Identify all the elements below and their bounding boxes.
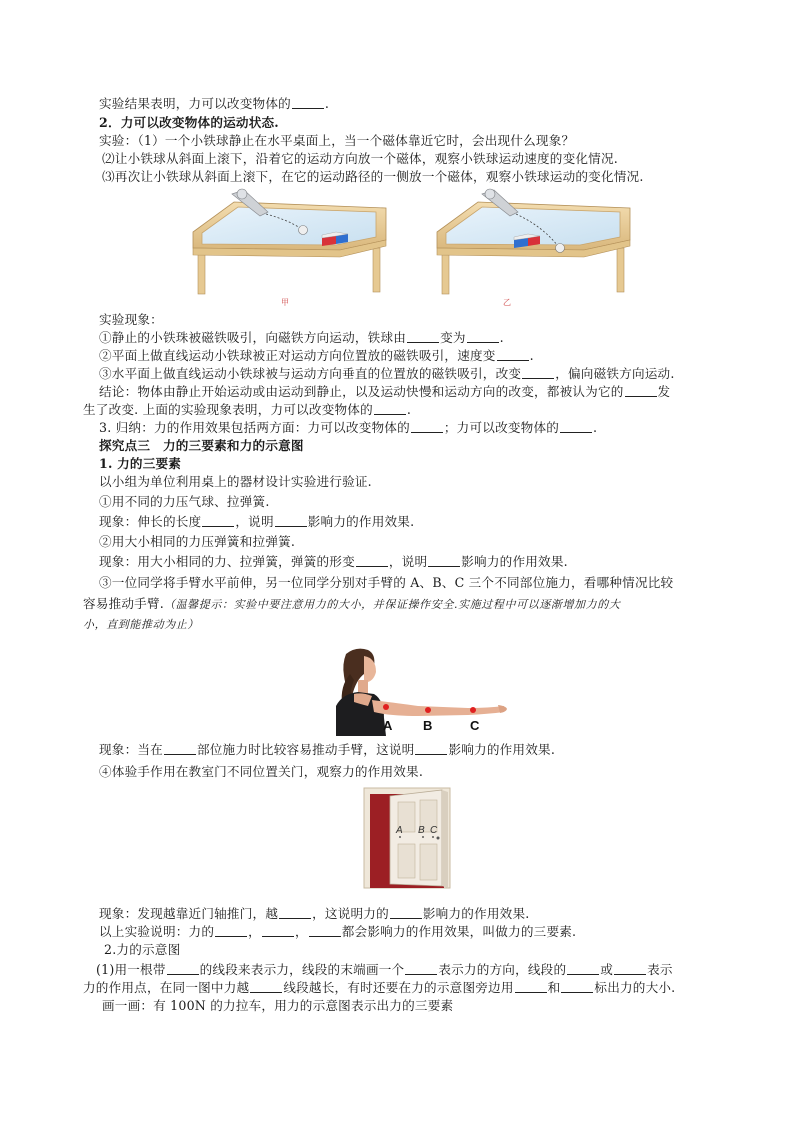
subsection-heading: 1. 力的三要素 — [99, 456, 182, 471]
answer-blank[interactable] — [292, 96, 324, 109]
text-line — [99, 553, 729, 571]
text-line — [99, 513, 729, 531]
answer-blank[interactable] — [614, 962, 646, 975]
text-run: 和 — [547, 980, 561, 995]
text-run: 部位施力时比较容易推动手臂，这说明 — [196, 742, 415, 757]
answer-blank[interactable] — [407, 330, 439, 343]
force-point-icon — [470, 707, 476, 713]
text-run: 现象：发现越靠近门轴推门，越 — [99, 906, 279, 921]
text-run: 影响力的作用效果. — [448, 742, 556, 757]
answer-blank[interactable] — [262, 924, 294, 937]
text-line — [99, 419, 729, 437]
text-line: 实验现象： — [99, 312, 163, 327]
answer-blank[interactable] — [405, 962, 437, 975]
text-line — [99, 365, 729, 383]
tip-text: 小，直到能推动为止） — [83, 618, 199, 631]
text-line — [83, 979, 713, 997]
subsection-heading: 2.力的示意图 — [104, 942, 181, 957]
answer-blank[interactable] — [522, 366, 554, 379]
text-run: 力的作用点，在同一图中力越 — [83, 980, 250, 995]
arm-label-b: B — [423, 718, 433, 733]
text-line — [83, 595, 713, 614]
text-run: 的线段来表示力，线段的末端画一个 — [199, 962, 405, 977]
text-line: 画一画：有 100N 的力拉车，用力的示意图表示出力的三要素 — [102, 998, 454, 1013]
answer-blank[interactable] — [202, 514, 234, 527]
text-line — [99, 95, 729, 113]
text-line — [99, 923, 729, 941]
text-line: ③一位同学将手臂水平前伸，另一位同学分别对手臂的 A、B、C 三个不同部位施力，看哪种情况比较 — [99, 575, 674, 590]
answer-blank[interactable] — [356, 554, 388, 567]
text-line: ⑵让小铁球从斜面上滚下，沿着它的运动方向放一个磁体，观察小铁球运动速度的变化情况. — [102, 151, 618, 166]
text-run: ，说明 — [235, 514, 274, 529]
text-run: 表示 — [647, 962, 673, 977]
text-run: ，偏向磁铁方向运动. — [555, 366, 675, 381]
text-run: . — [593, 420, 598, 435]
door-label-a: A — [396, 825, 403, 836]
text-line: ①用不同的力压气球、拉弹簧. — [99, 494, 270, 509]
answer-blank[interactable] — [390, 906, 422, 919]
text-run: 都会影响力的作用效果，叫做力的三要素. — [341, 924, 577, 939]
answer-blank[interactable] — [561, 980, 593, 993]
figure-caption: 乙 — [503, 298, 511, 307]
force-point-icon — [425, 707, 431, 713]
text-line: ⑶再次让小铁球从斜面上滚下，在它的运动路径的一侧放一个磁体，观察小铁球运动的变化情况. — [102, 169, 644, 184]
answer-blank[interactable] — [415, 742, 447, 755]
text-run: ， — [248, 924, 261, 939]
text-run: . — [529, 348, 534, 363]
answer-blank[interactable] — [515, 980, 547, 993]
answer-blank[interactable] — [497, 348, 529, 361]
text-run: 现象：用大小相同的力、拉弹簧，弹簧的形变 — [99, 554, 355, 569]
text-line — [99, 347, 729, 365]
answer-blank[interactable] — [560, 420, 592, 433]
section-heading: 2．力可以改变物体的运动状态. — [99, 115, 279, 130]
answer-blank[interactable] — [167, 962, 199, 975]
text-run: 或 — [600, 962, 614, 977]
text-run: (1)用一根带 — [96, 962, 166, 977]
text-run: 3. 归纳：力的作用效果包括两方面：力可以改变物体的 — [99, 420, 410, 435]
tip-text: （温馨提示：实验中要注意用力的大小，并保证操作安全.实施过程中可以逐渐增加力的大 — [163, 598, 621, 611]
text-line: ②用大小相同的力压弹簧和拉弹簧. — [99, 534, 296, 549]
arm-label-c: C — [470, 718, 480, 733]
text-line — [99, 383, 729, 401]
text-run: 影响力的作用效果. — [422, 906, 530, 921]
answer-blank[interactable] — [428, 554, 460, 567]
text-run: . — [406, 402, 412, 417]
answer-blank[interactable] — [467, 330, 499, 343]
text-line — [99, 329, 729, 347]
answer-blank[interactable] — [411, 420, 443, 433]
answer-blank[interactable] — [309, 924, 341, 937]
door-figure — [360, 786, 458, 890]
force-point-icon — [383, 704, 389, 710]
text-run: ， — [294, 924, 308, 939]
text-run: 发 — [657, 384, 671, 399]
answer-blank[interactable] — [164, 742, 196, 755]
text-run: 表示力的方向，线段的 — [438, 962, 567, 977]
answer-blank[interactable] — [567, 962, 599, 975]
text-line — [99, 741, 729, 759]
text-run: . — [499, 330, 504, 345]
text-run: 实验结果表明，力可以改变物体的 — [99, 96, 291, 111]
text-run: 结论：物体由静止开始运动或由运动到静止，以及运动快慢和运动方向的改变，都被认为它的 — [99, 384, 624, 399]
door-handle-icon — [437, 837, 440, 840]
text-run: ；力可以改变物体的 — [443, 420, 560, 435]
text-run: 现象：伸长的长度 — [99, 514, 202, 529]
text-run: ③水平面上做直线运动小铁球被与运动方向垂直的位置放的磁铁吸引，改变 — [99, 366, 522, 381]
text-line: 以小组为单位利用桌上的器材设计实验进行验证. — [99, 474, 372, 489]
answer-blank[interactable] — [215, 924, 247, 937]
text-run: . — [324, 96, 330, 111]
text-run: ，这说明力的 — [312, 906, 389, 921]
answer-blank[interactable] — [625, 384, 657, 397]
door-label-c: C — [430, 825, 438, 836]
text-run: 线段越长，有时还要在力的示意图旁边用 — [283, 980, 514, 995]
table-figure-yi — [434, 186, 634, 296]
text-run: 影响力的作用效果. — [307, 514, 415, 529]
door-label-b: B — [418, 825, 425, 836]
text-line — [96, 961, 726, 979]
text-run: ，说明 — [388, 554, 428, 569]
text-run: 生了改变. 上面的实验现象表明，力可以改变物体的 — [83, 402, 373, 417]
table-figure-jia — [190, 188, 390, 296]
text-run: 容易推动手臂. — [83, 596, 164, 611]
answer-blank[interactable] — [374, 402, 406, 415]
text-line: 实验：（1）一个小铁球静止在水平桌面上，当一个磁体靠近它时，会出现什么现象？ — [99, 133, 575, 148]
text-run: 现象：当在 — [99, 742, 163, 757]
arm-figure — [328, 646, 508, 736]
text-run: 以上实验说明：力的 — [99, 924, 215, 939]
text-line: ④体验手作用在教室门不同位置关门，观察力的作用效果. — [99, 764, 424, 779]
answer-blank[interactable] — [250, 980, 282, 993]
arm-label-a: A — [383, 718, 393, 733]
answer-blank[interactable] — [275, 514, 307, 527]
text-run: 变为 — [440, 330, 466, 345]
text-run: 标出力的大小. — [594, 980, 676, 995]
answer-blank[interactable] — [279, 906, 311, 919]
text-line — [99, 905, 729, 923]
text-run: ①静止的小铁珠被磁铁吸引，向磁铁方向运动，铁球由 — [99, 330, 407, 345]
section-heading: 探究点三 力的三要素和力的示意图 — [99, 438, 304, 453]
text-run: 影响力的作用效果. — [461, 554, 568, 569]
text-line — [83, 401, 713, 419]
figure-caption: 甲 — [281, 298, 289, 307]
text-run: ②平面上做直线运动小铁球被正对运动方向位置放的磁铁吸引，速度变 — [99, 348, 496, 363]
